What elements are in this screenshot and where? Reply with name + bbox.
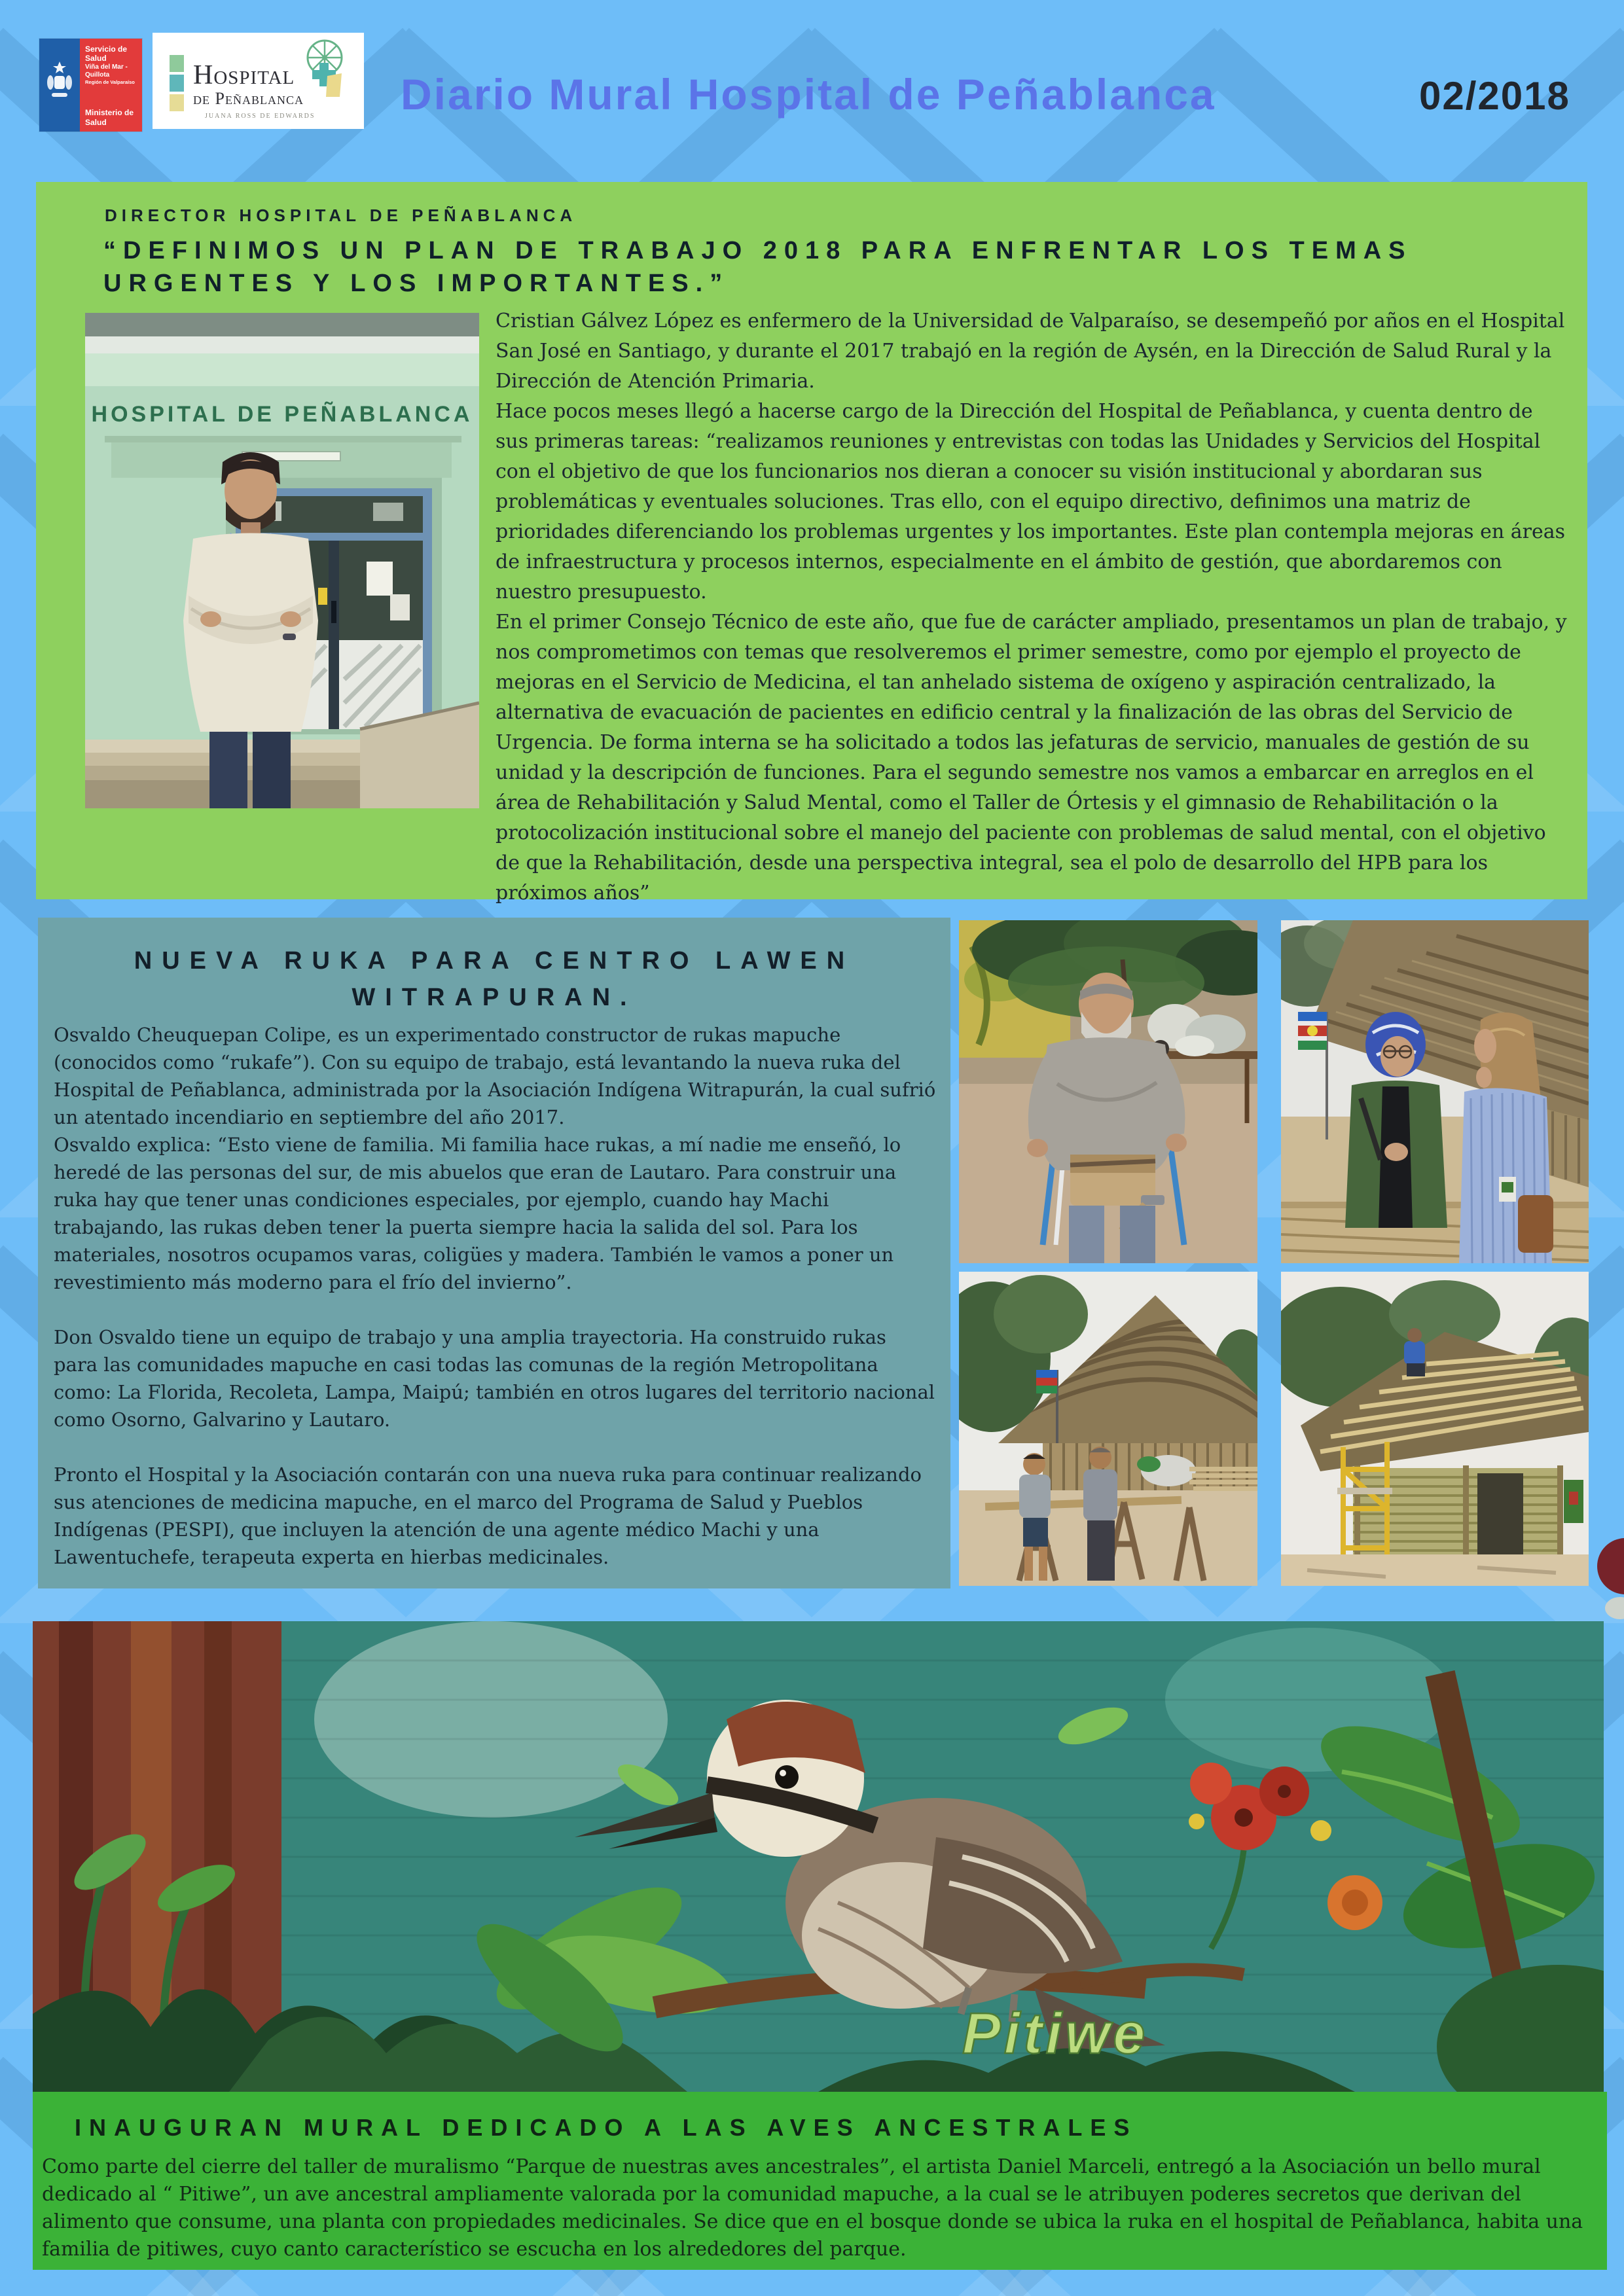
paragraph: Cristian Gálvez López es enfermero de la Universidad de Valparaíso, se desempeñó por años en el Hospital San José en Santiago, y durante el 2017 trabajó en la región de Aysén, en la Dirección de Salud Rural y la Dirección de Atención Primaria.: [496, 310, 1565, 393]
article-director-headline: “DEFINIMOS UN PLAN DE TRABAJO 2018 PARA ENFRENTAR LOS TEMAS URGENTES Y LOS IMPORTANTES.”: [103, 237, 1413, 297]
hospital-logo-square-teal: [170, 75, 184, 92]
hospital-logo-founder: JUANA ROSS DE EDWARDS: [205, 113, 316, 120]
photo-machi-visit: [1281, 920, 1589, 1263]
gov-line: Viña del Mar -: [85, 63, 128, 71]
paragraph: Osvaldo explica: “Esto viene de familia. Mi familia hace rukas, a mí nadie me enseñó, lo heredé de las personas del sur, de mis abuelos que eran de Lautaro. Para construir una ruka hay que tener unas condiciones especiales, por ejemplo, cuando hay Machi trabajando, las rukas deben tener la puerta siempre hacia la salida del sol. Para los materiales, nosotros ocupamos varas, coligües y madera. También le vamos a poner un revestimiento más moderno para el frío del invierno”.: [54, 1134, 901, 1293]
gov-line: Ministerio de: [85, 108, 134, 118]
article-ruka-title-line2: WITRAPURAN.: [352, 984, 637, 1011]
article-ruka-title-line1: NUEVA RUKA PARA CENTRO LAWEN: [134, 947, 855, 975]
photo-mural-aves-ancestrales: [33, 1621, 1604, 2092]
photo-director-sign-text: HOSPITAL DE PEÑABLANCA: [91, 402, 473, 427]
photo-ruka-construction: [1281, 1272, 1589, 1586]
paragraph: En el primer Consejo Técnico de este año, que fue de carácter ampliado, presentamos un plan de trabajo, y nos comprometimos con temas que resolveremos el primer semestre, como por ejemplo el proyecto de mejoras en el Servicio de Medicina, el tan anhelado sistema de oxígeno y aspiración centralizado, la alternativa de evacuación de pacientes en edificio central y la finalización de las obras del Servicio de Urgencia. De forma interna se ha solicitado a todos las jefaturas de servicio, manuales de gestión de su unidad y la descripción de funciones. Para el segundo semestre nos vamos a embarcar en arreglos en el área de Rehabilitación y Salud Mental, como el Taller de Órtesis y el gimnasio de Rehabilitación o la protocolización institucional sobre el manejo del paciente con problemas de salud mental, con el objetivo de que la Rehabilitación, desde una perspectiva integral, sea el polo de desarrollo del HPB para los próximos años”: [496, 611, 1567, 905]
gov-line: Región de Valparaíso: [85, 79, 135, 85]
photo-ruka-workers: [959, 1272, 1257, 1586]
article-mural-title: INAUGURAN MURAL DEDICADO A LAS AVES ANCESTRALES: [75, 2114, 1138, 2141]
hospital-logo-square-yellow: [170, 94, 184, 111]
gov-logo-text: [80, 39, 142, 132]
article-ruka-body: [54, 1021, 936, 1571]
hospital-logo: [153, 33, 364, 129]
article-director-body: [496, 306, 1569, 908]
gov-line: Quillota: [85, 71, 110, 79]
article-mural-body: Como parte del cierre del taller de muralismo “Parque de nuestras aves ancestrales”, el artista Daniel Marceli, entregó a la Asociación un bello mural dedicado al “ Pitiwe”, un ave ancestral ampliamente valorada por la comunidad mapuche, a la cual se le atribuyen poderes secretos que derivan del alimento que consume, una planta con propiedades medicinales. Se dice que en el bosque donde se ubica la ruka en el hospital de Peñablanca, habita una familia de pitiwes, cuyo canto característico se escucha en los alrededores del parque.: [42, 2155, 1583, 2261]
article-director-section: [36, 182, 1587, 905]
paragraph: Hace pocos meses llegó a hacerse cargo de la Dirección del Hospital de Peñablanca, y cuenta dentro de sus primeras tareas: “realizamos reuniones y entrevistas con todas las Unidades y Servicios del Hospital con el objetivo de que los funcionarios nos dieran a conocer su visión institucional y abordaran sus problemáticas y eventuales soluciones. Tras ello, con el equipo directivo, definimos una matriz de prioridades diferenciando los problemas urgentes y los importantes. Este plan contempla mejoras en áreas de infraestructura y procesos internos, especialmente en el ámbito de gestión, que abordaremos con nuestro presupuesto.: [496, 400, 1565, 603]
gov-logo: [39, 39, 142, 132]
photo-director: [85, 313, 479, 808]
article-ruka-section: [38, 918, 950, 1588]
article-ruka-title: [38, 942, 950, 1016]
article-director-kicker: DIRECTOR HOSPITAL DE PEÑABLANCA: [105, 206, 577, 225]
gov-line: Servicio de Salud: [85, 45, 128, 63]
page-title: Diario Mural Hospital de Peñablanca: [401, 70, 1216, 118]
paragraph: Osvaldo Cheuquepan Colipe, es un experimentado constructor de rukas mapuche (conocidos como “rukafe”). Con su equipo de trabajo, está levantando la nueva ruka del Hospital de Peñablanca, administrada por la Asociación Indígena Witrapurán, la cual sufrió un atentado incendiario en septiembre del año 2017.: [54, 1024, 936, 1128]
mural-graffiti-text: Pitiwe: [962, 2001, 1149, 2066]
hospital-logo-name: Hospital: [193, 60, 295, 90]
hospital-logo-subname: de Peñablanca: [193, 89, 304, 108]
paragraph: Pronto el Hospital y la Asociación contarán con una nueva ruka para continuar realizando sus atenciones de medicina mapuche, en el marco del Programa de Salud y Pueblos Indígenas (PESPI), que incluyen la atención de una agente médico Machi y una Lawentuchefe, terapeuta experta en hierbas medicinales.: [54, 1463, 922, 1568]
hospital-logo-square-green: [170, 55, 184, 72]
photo-osvaldo-builder: [959, 920, 1257, 1263]
paragraph: Don Osvaldo tiene un equipo de trabajo y una amplia trayectoria. Ha construido rukas para las comunidades mapuche en casi todas las comunas de la región Metropolitana como: La Florida, Recoleta, Lampa, Maipú; también en otros lugares del territorio nacional como Osorno, Galvarino y Lautaro.: [54, 1326, 935, 1431]
article-mural-section: [33, 2092, 1607, 2270]
gov-line: Salud: [85, 117, 107, 127]
page-date: 02/2018: [1419, 74, 1570, 118]
chile-coat-of-arms-icon: [39, 39, 80, 132]
